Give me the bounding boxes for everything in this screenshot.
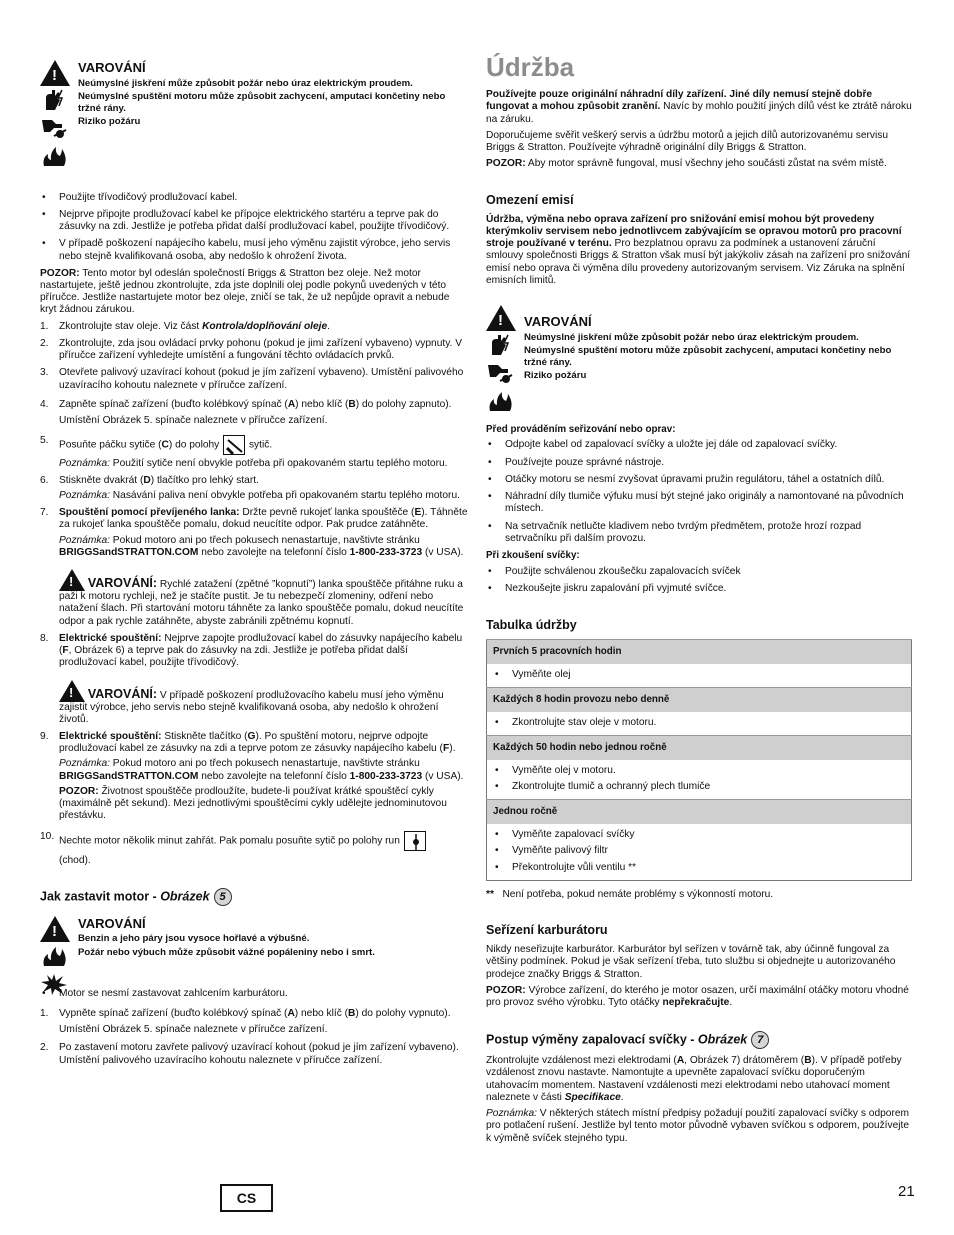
- pozor-paragraph: POZOR: Tento motor byl odeslán společností Briggs & Stratton bez oleje. Než motor nastartujete, ještě jednou zkontrolujte, zda jste doplnili olej podle pokynů uvedených v této příručce. Jestliže nastartujete motor bez oleje, zničí se tak, že už nepůjde opravit a nebude kryt žádnou zárukou.: [40, 267, 450, 316]
- figure-ref-badge: 5: [214, 888, 232, 906]
- warning-line: Požár nebo výbuch může způsobit vážné popáleniny nebo i smrt.: [78, 946, 375, 958]
- warning-heading: VAROVÁNÍ: [78, 915, 146, 931]
- step: 8. Elektrické spouštění: Nejprve zapojte prodlužovací kabel do zásuvky napájecího kabelu (F, Obrázek 6) a teprve pak do zásuvky na zdi. Jestliže je potřeba přidat další prodlužovací kabel, použijte třívodičový. ! VAROVÁNÍ: V případě poškození prodlužovacího kabelu musí jeho výměnu zajistit výrobce, jeho servis nebo stejně kvalifikovaná osoba, aby nedošlo k ohrožení životů.: [40, 633, 468, 726]
- list-item: • Na setrvačník netlučte kladivem nebo tvrdým předmětem, protože hrozí rozpad setrvačníku při dalším provozu.: [486, 521, 914, 545]
- list-item: • V případě poškození napájecího kabelu, musí jeho výměnu zajistit výrobce, jeho servis nebo stejně kvalifikovaná osoba, aby nedošlo k ohrožení života.: [40, 238, 468, 262]
- hand-entanglement-icon: [40, 116, 68, 140]
- step: 2. Po zastavení motoru zavřete palivový uzavírací kohout (pokud je jím zařízení vybaveno). Umístění palivového uzavíracího kohoutu naleznete v příručce zařízení.: [40, 1042, 459, 1066]
- hand-entanglement-icon: [486, 361, 514, 385]
- bullet-list-cable: [40, 192, 468, 263]
- warning-triangle-icon: [40, 60, 70, 86]
- table-row: • Zkontrolujte tlumič a ochranný plech tlumiče: [493, 781, 905, 793]
- step: 9. Elektrické spouštění: Stiskněte tlačítko (G). Po spuštění motoru, nejprve odpojte prodlužovací kabel ze zásuvky na zdi a teprve potom ze zásuvky napájecího kabelu (F). Poznámka: Pokud motoro ani po třech pokusech nenastartuje, navštivte stránku BRIGGSandSTRATTON.COM nebo zavolejte na telefonní číslo 1-800-233-3723 (v USA). POZOR: Životnost spouštěče prodloužíte, budete-li používat krátké spouštěcí cykly (maximálně pět sekund). Mezi jednotlivými spouštěcími cykly udělejte jednominutovou přestávku.: [40, 731, 464, 822]
- section-heading-emissions: Omezení emisí: [486, 192, 574, 207]
- list-item: • Používejte pouze správné nástroje.: [486, 457, 914, 469]
- step: 2. Zkontrolujte, zda jsou ovládací prvky pohonu (pokud je jimi zařízení vybaveno) vypnuty. V příručce zařízení vyhledejte umístění a fungování těchto ovládacích prvků.: [40, 337, 462, 362]
- paragraph: Poznámka: V některých státech místní předpisy požadují použití zapalovací svíčky s odporem pro potlačení rušení. Jestliže byl tento motor původně vybaven svíčkou s odporem, používejte k výměně svíček stejného typu.: [486, 1108, 910, 1144]
- table-row-header: Prvních 5 pracovních hodin: [487, 640, 912, 664]
- section-heading-carburetor: Seřízení karburátoru: [486, 923, 608, 938]
- left-column: [40, 0, 468, 1072]
- fire-icon: [486, 389, 514, 413]
- fire-icon: [40, 944, 68, 968]
- step: 3. Otevřete palivový uzavírací kohout (pokud je jím zařízení vybaveno). Umístění palivového uzavíracího kohoutu naleznete v příručce zařízení.: [40, 367, 464, 391]
- subheading: Před prováděním seřizování nebo oprav:: [486, 423, 676, 435]
- warning-cable: ! VAROVÁNÍ: V případě poškození prodlužovacího kabelu musí jeho výměnu zajistit výrobce, jeho servis nebo stejně kvalifikovaná osoba, aby nedošlo k ohrožení životů.: [59, 680, 468, 726]
- list-item: • Náhradní díly tlumiče výfuku musí být stejné jako originály a namontované na původních místech.: [486, 491, 914, 515]
- warning-heading: VAROVÁNÍ: [78, 60, 146, 75]
- warning-line: Neúmyslné jiskření může způsobit požár nebo úraz elektrickým proudem.: [524, 331, 859, 343]
- warning-line: Neúmyslné spuštění motoru může způsobit zachycení, amputaci končetiny nebo tržné rány.: [78, 91, 446, 114]
- list-item: • Použijte třívodičový prodlužovací kabel.: [40, 192, 468, 204]
- warning-triangle-icon: [40, 916, 70, 942]
- step: 6. Stiskněte dvakrát (D) tlačítko pro lehký start. Poznámka: Nasávání paliva není obvykle potřeba při opakovaném startu teplého motoru.: [40, 474, 460, 501]
- table-row: • Překontrolujte vůli ventilu **: [493, 862, 905, 874]
- right-column: [486, 0, 914, 1149]
- maintenance-table: [486, 639, 912, 881]
- subheading: Při zkoušení svíčky:: [486, 549, 580, 561]
- bullet-list-spark: [486, 566, 914, 595]
- fire-icon: [40, 144, 68, 168]
- warning-kickback: ! VAROVÁNÍ: Rychlé zatažení (zpětné ”kopnutí”) lanka spouštěče přitáhne ruku a paži k motoru rychleji, než je stačíte pustit. Je tu nebezpečí zlomeniny, odření nebo natažení šlach. Při startování motoru táhněte za lanko spouštěče pomalu, dokud neucítíte odpor a pak rychle zatáhněte, abyste zabránili zpětnému kopnutí.: [59, 569, 468, 628]
- warning-line: Neúmyslné jiskření může způsobit požár nebo úraz elektrickým proudem.: [78, 77, 413, 89]
- section-heading-stop: Jak zastavit motor - Obrázek 5: [40, 888, 468, 906]
- paragraph: Údržba, výměna nebo oprava zařízení pro snižování emisí mohou být provedeny kterýmkoliv servisem nebo jednotlivcem zabývajícím se opravou motorů pro pracovní stroje používané v terénu. Pro bezplatnou opravu za podmínek a ustanovení záruční smlouvy společnosti Briggs & Stratton však musí být jakýkoliv zásah na zařízení pro snižování emisí nebo oprava či výměna dílu provedeny autorizovaným servisem. Viz Záruka na splnění emisních limitů.: [486, 213, 911, 286]
- warning-heading: VAROVÁNÍ: [524, 314, 592, 329]
- list-item: • Odpojte kabel od zapalovací svíčky a uložte jej dále od zapalovací svíčky.: [486, 439, 914, 451]
- table-row-header: Každých 50 hodin nebo jednou ročně: [487, 736, 912, 760]
- section-heading-maintenance-table: Tabulka údržby: [486, 618, 577, 633]
- paragraph: Používejte pouze originální náhradní díly zařízení. Jiné díly nemusí stejně dobře fungovat a mohou způsobit zranění. Navíc by mohlo použití jiných dílů vést ke ztrátě nároku na záruku.: [486, 89, 912, 125]
- warning-triangle-icon: [59, 569, 85, 591]
- paragraph: POZOR: Aby motor správně fungoval, musí všechny jeho součásti zůstat na svém místě.: [486, 158, 887, 170]
- warning-triangle-icon: [59, 680, 85, 702]
- figure-ref-badge: 7: [751, 1031, 769, 1049]
- list-item: • Nejprve připojte prodlužovací kabel ke přípojce elektrického startéru a teprve pak do zásuvky na zdi. Jestliže je potřeba přidat další prodlužovací kabel, použijte třívodičový.: [40, 209, 468, 233]
- section-heading-spark-plug: Postup výměny zapalovací svíčky - Obrázek 7: [486, 1031, 914, 1049]
- warning-block-maintenance: [486, 305, 914, 382]
- list-item: • Motor se nesmí zastavovat zahlcením karburátoru.: [40, 988, 468, 1000]
- step: 7. Spouštění pomocí převíjeného lanka: Držte pevně rukojeť lanka spouštěče (E). Táhněte za rukojeť lanka spouštěče pomalu, dokud neucítíte odpor. Pak prudce zatáhněte. Poznámka: Pokud motoro ani po třech pokusech nenastartuje, navštivte stránku BRIGGSandSTRATTON.COM nebo zavolejte na telefonní číslo 1-800-233-3723 (v USA). ! VAROVÁNÍ: Rychlé zatažení (zpětné ”kopnutí”) lanka spouštěče přitáhne ruku a paži k motoru rychleji, než je stačíte pustit. Je tu nebezpečí zlomeniny, odření nebo natažení šlach. Při startování motoru táhněte za lanko spouštěče pomalu, dokud neucítíte odpor a pak rychle zatáhněte, abyste zabránili zpětnému kopnutí.: [40, 507, 468, 628]
- warning-block-ignition: [40, 60, 468, 128]
- table-row: • Vyměňte palivový filtr: [493, 845, 905, 857]
- paragraph: POZOR: Výrobce zařízení, do kterého je motor osazen, určí maximální otáčky motoru vhodné pro provoz svého výrobku. Tyto otáčky nepřekračujte.: [486, 984, 909, 1009]
- step: 4. Zapněte spínač zařízení (buďto kolébkový spínač (A) nebo klíč (B) do polohy zapnuto). Umístění Obrázek 5. spínače naleznete v příručce zařízení.: [40, 398, 452, 426]
- warning-line: Riziko požáru: [524, 370, 587, 382]
- paragraph: Doporučujeme svěřit veškerý servis a údržbu motorů a jejich dílů autorizovanému servisu Briggs & Stratton. Používejte výhradně originální díly Briggs & Stratton.: [486, 129, 889, 154]
- step: 1. Zkontrolujte stav oleje. Viz část Kontrola/doplňování oleje.: [40, 320, 331, 332]
- table-row: • Vyměňte zapalovací svíčky: [493, 829, 905, 841]
- table-row: • Vyměňte olej v motoru.: [493, 765, 905, 777]
- table-row: • Vyměňte olej: [493, 669, 905, 681]
- page-number: 21: [898, 1183, 915, 1200]
- paragraph: Zkontrolujte vzdálenost mezi elektrodami (A, Obrázek 7) drátoměrem (B). V případě potřeby vzdálenost znovu nastavte. Namontujte a upevněte zapalovací svíčku doporučeným utahovacím momentem. Nastavení vzdálenosti mezi elektrodami nebo utahovací moment naleznete v části Specifikace.: [486, 1055, 902, 1103]
- step: 10. Nechte motor několik minut zahřát. Pak pomalu posuňte sytič po polohy run (chod).: [40, 831, 468, 867]
- warning-line: Riziko požáru: [78, 116, 141, 128]
- step: 1. Vypněte spínač zařízení (buďto kolébkový spínač (A) nebo klíč (B) do polohy vypnuto). Umístění Obrázek 5. spínače naleznete v příručce zařízení.: [40, 1007, 451, 1035]
- warning-line: Neúmyslné spuštění motoru může způsobit zachycení, amputaci končetiny nebo tržné rány.: [524, 345, 892, 368]
- list-item: • Otáčky motoru se nesmí zvyšovat úpravami pružin regulátoru, táhel a ostatních dílů.: [486, 474, 914, 486]
- warning-block-fuel: [40, 916, 468, 959]
- electric-shock-icon: [40, 88, 68, 112]
- warning-triangle-icon: [486, 305, 516, 331]
- paragraph: Nikdy neseřizujte karburátor. Karburátor byl seřízen v továrně tak, aby účinně fungoval za většiny podmínek. Pokud je však seřízení třeba, tuto službu si objednejte u autorizovaného prodejce značky Briggs & Stratton.: [486, 944, 896, 980]
- list-item: • Nezkoušejte jiskru zapalování při vyjmuté svíčce.: [486, 583, 914, 595]
- footnote: ** Není potřeba, pokud nemáte problémy s výkonností motoru.: [486, 888, 774, 900]
- warning-line: Benzin a jeho páry jsou vysoce hořlavé a výbušné.: [78, 933, 310, 945]
- step: 5. Posuňte páčku sytiče (C) do polohy sytič. Poznámka: Použití sytiče není obvykle potřeba při opakovaném startu teplého motoru.: [40, 434, 448, 469]
- table-row-header: Každých 8 hodin provozu nebo denně: [487, 688, 912, 712]
- table-row: • Zkontrolujte stav oleje v motoru.: [493, 717, 905, 729]
- language-code-box: CS: [220, 1184, 273, 1212]
- bullet-list-before: [486, 439, 914, 545]
- table-row-header: Jednou ročně: [487, 800, 912, 824]
- choke-icon: [223, 435, 245, 455]
- page-title: Údržba: [486, 52, 575, 82]
- bullet-list-stop: [40, 988, 468, 1000]
- list-item: • Použijte schválenou zkoušečku zapalovacích svíček: [486, 566, 914, 578]
- stop-steps: [40, 1006, 468, 1067]
- electric-shock-icon: [486, 333, 514, 357]
- start-steps: [40, 321, 468, 867]
- run-icon: [404, 831, 426, 851]
